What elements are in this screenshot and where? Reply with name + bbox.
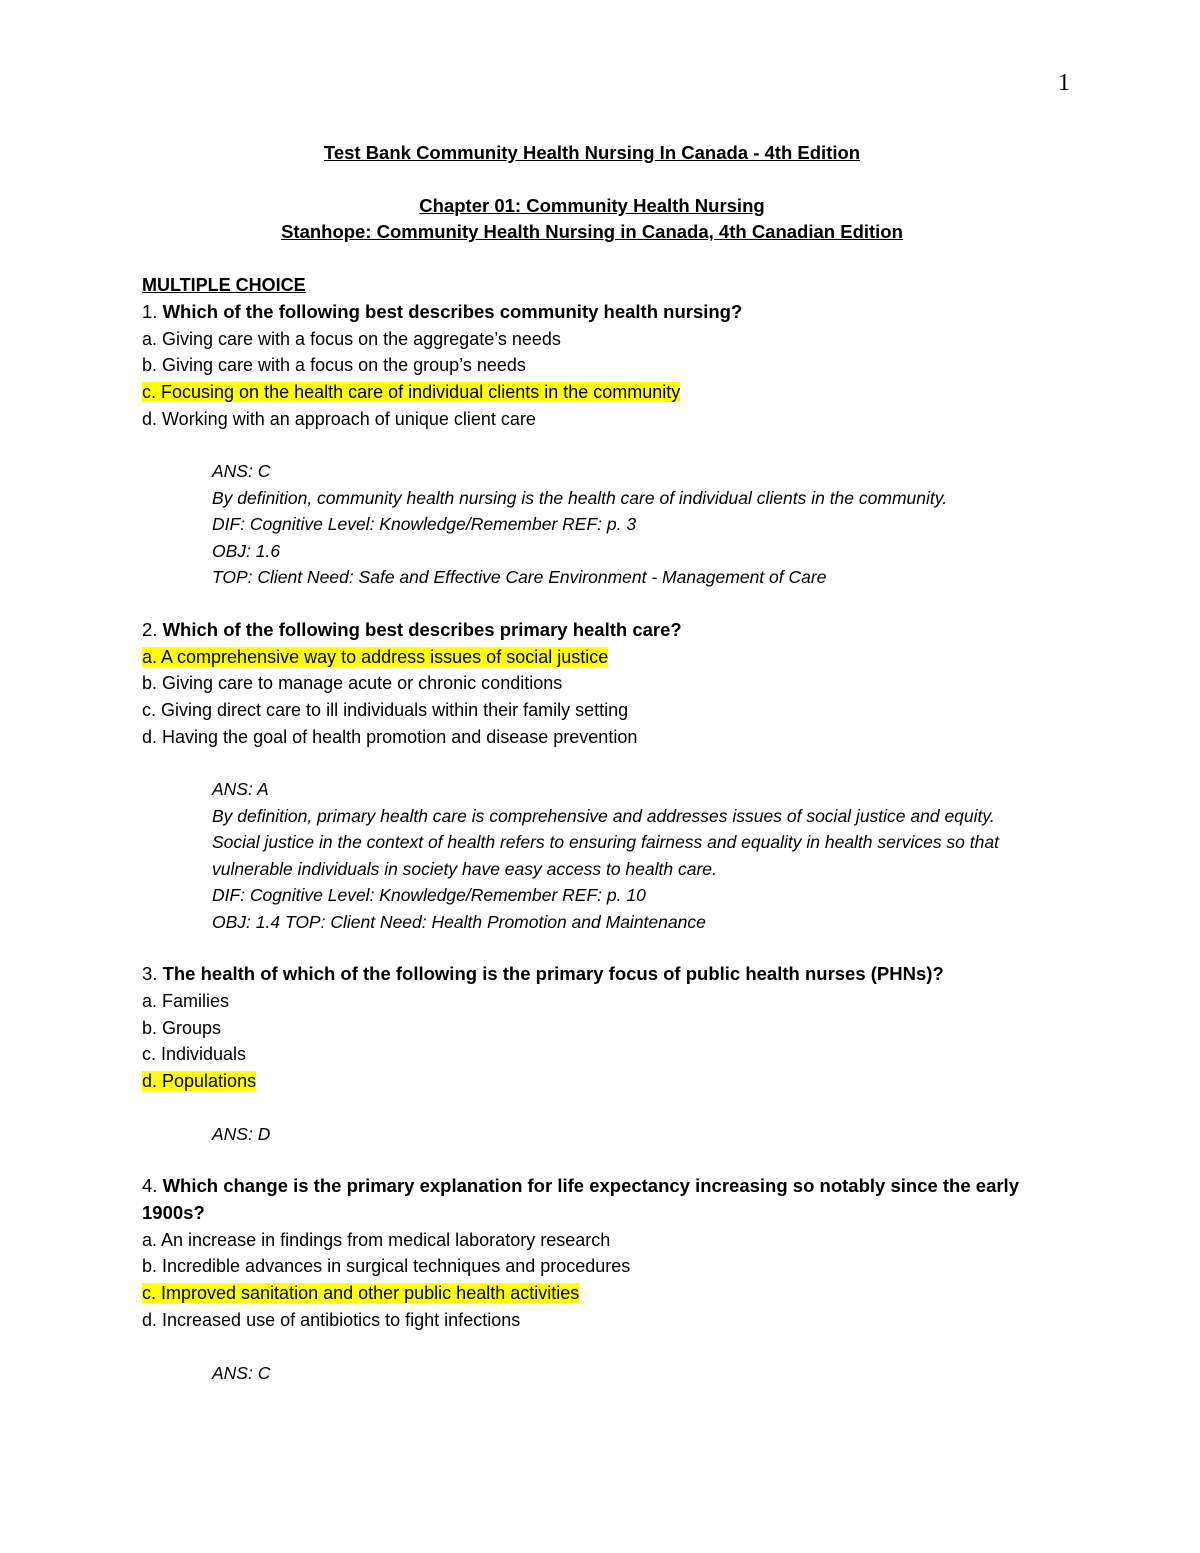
option-text: a. An increase in findings from medical laboratory research — [142, 1229, 611, 1250]
answer-rationale — [212, 1360, 1042, 1387]
option-text: b. Giving care to manage acute or chronic conditions — [142, 673, 563, 694]
rationale-line: OBJ: 1.6 — [212, 540, 281, 561]
correct-option-text: c. Improved sanitation and other public health activities — [142, 1283, 580, 1304]
question-number: 1. — [142, 300, 158, 322]
question-number: 3. — [142, 963, 158, 985]
question-list — [142, 299, 1042, 1386]
rationale-line: TOP: Client Need: Safe and Effective Care Environment - Management of Care — [212, 567, 827, 588]
answer-option — [142, 1068, 1042, 1095]
document-body — [142, 140, 1042, 1386]
answer-option — [142, 1227, 1042, 1254]
question-text: Which change is the primary explanation for life expectancy increasing so notably since the early 1900s? — [142, 1175, 1019, 1224]
option-text: c. Giving direct care to ill individuals within their family setting — [142, 699, 629, 720]
question-text: Which of the following best describes primary health care? — [162, 618, 682, 640]
option-text: d. Having the goal of health promotion and disease prevention — [142, 726, 638, 747]
question-3 — [142, 961, 1042, 1147]
question-number: 2. — [142, 618, 158, 640]
section-label: MULTIPLE CHOICE — [142, 275, 306, 296]
answer-option — [142, 1280, 1042, 1307]
question-stem — [142, 1173, 1042, 1226]
question-text: Which of the following best describes community health nursing? — [162, 300, 743, 322]
question-2 — [142, 617, 1042, 936]
answer-option — [142, 697, 1042, 724]
option-text: a. Families — [142, 991, 230, 1012]
answer-rationale — [212, 776, 1042, 935]
rationale-line: By definition, community health nursing is the health care of individual clients in the community. — [212, 487, 948, 508]
book-heading: Stanhope: Community Health Nursing in Canada, 4th Canadian Edition — [281, 221, 903, 243]
question-stem — [142, 617, 1042, 644]
option-text: c. Individuals — [142, 1044, 247, 1065]
option-text: d. Working with an approach of unique client care — [142, 408, 536, 429]
rationale-line: DIF: Cognitive Level: Knowledge/Remember REF: p. 3 — [212, 514, 637, 535]
document-title: Test Bank Community Health Nursing In Canada - 4th Edition — [323, 142, 861, 163]
question-stem — [142, 299, 1042, 326]
answer-key: ANS: C — [212, 1362, 271, 1383]
question-stem — [142, 961, 1042, 988]
option-text: b. Giving care with a focus on the group’s needs — [142, 355, 526, 376]
rationale-line: DIF: Cognitive Level: Knowledge/Remember REF: p. 10 — [212, 885, 646, 906]
answer-option — [142, 326, 1042, 353]
answer-option — [142, 1253, 1042, 1280]
answer-option — [142, 352, 1042, 379]
answer-option — [142, 379, 1042, 406]
answer-option — [142, 1307, 1042, 1334]
answer-rationale — [212, 1121, 1042, 1148]
answer-key: ANS: C — [212, 461, 271, 482]
answer-option — [142, 724, 1042, 751]
answer-option — [142, 1041, 1042, 1068]
rationale-line: By definition, primary health care is comprehensive and addresses issues of social justice and equity. Social justice in the context of health refers to ensuring fairness and equality in health services so that vulnerable individuals in society have easy access to health care. — [212, 805, 999, 879]
option-text: b. Groups — [142, 1017, 222, 1038]
answer-option — [142, 988, 1042, 1015]
option-text: d. Increased use of antibiotics to fight infections — [142, 1309, 521, 1330]
rationale-line: OBJ: 1.4 TOP: Client Need: Health Promotion and Maintenance — [212, 911, 706, 932]
question-1 — [142, 299, 1042, 591]
chapter-heading: Chapter 01: Community Health Nursing — [419, 194, 765, 216]
answer-option — [142, 644, 1042, 671]
correct-option-text: c. Focusing on the health care of individual clients in the community — [142, 381, 681, 402]
answer-key: ANS: A — [212, 779, 269, 800]
answer-option — [142, 406, 1042, 433]
option-text: b. Incredible advances in surgical techniques and procedures — [142, 1256, 631, 1277]
question-number: 4. — [142, 1175, 158, 1197]
answer-option — [142, 670, 1042, 697]
option-text: a. Giving care with a focus on the aggregate’s needs — [142, 328, 561, 349]
answer-option — [142, 1015, 1042, 1042]
answer-key: ANS: D — [212, 1123, 271, 1144]
question-4 — [142, 1173, 1042, 1386]
question-text: The health of which of the following is the primary focus of public health nurses (PHNs)? — [162, 963, 944, 985]
page-number: 1 — [1058, 70, 1070, 96]
correct-option-text: a. A comprehensive way to address issues of social justice — [142, 646, 609, 667]
correct-option-text: d. Populations — [142, 1071, 257, 1092]
answer-rationale — [212, 458, 1042, 591]
